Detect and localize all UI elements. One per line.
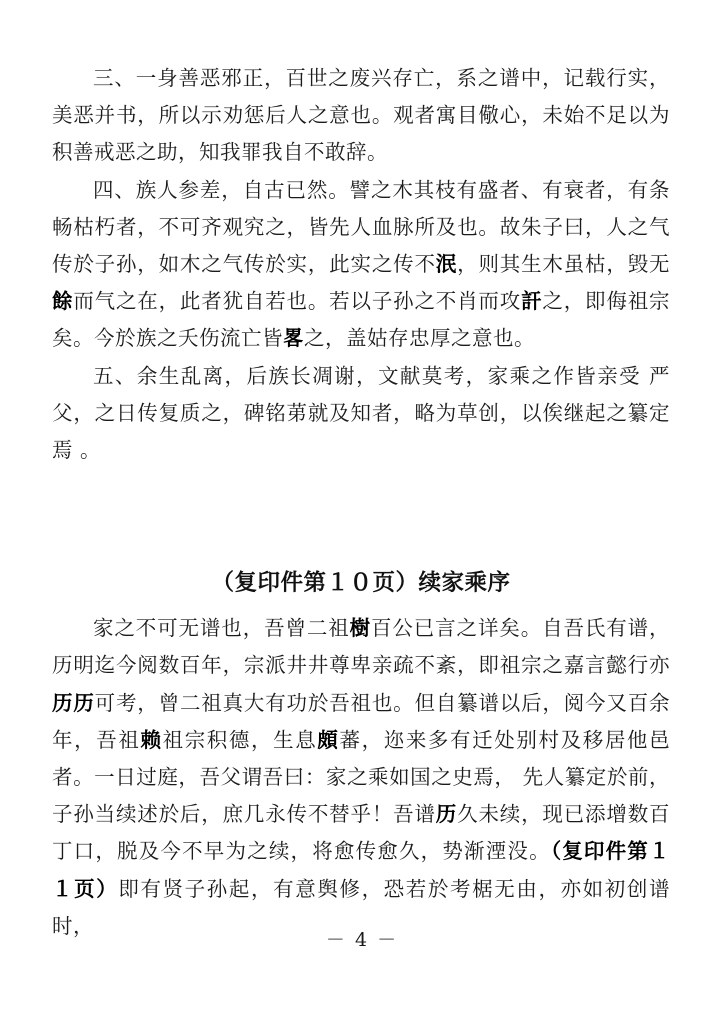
document-body — [52, 60, 670, 945]
text-run: 久未续，现已添增数百丁口，脱及今不早为之续，将愈传愈久，势渐湮没。 — [52, 802, 671, 864]
paragraph-three — [52, 60, 670, 172]
emphasized-text-run: （复印件第１１页） — [52, 839, 670, 901]
text-run: 三、一身善恶邪正，百世之废兴存亡，系之谱中，记载行实，美恶并书，所以示劝惩后人之意也。观者寓目儆心，未始不足以为积善戒恶之助，知我罪我自不敢辞。 — [52, 66, 670, 165]
emphasized-text-run: 历历 — [52, 690, 95, 715]
text-run: 之，即侮祖宗矣。今於族之夭伤流亡皆 — [52, 289, 671, 351]
text-run: 即有贤子孙起，有意舆修，恐若於考椐无由，亦如初创谱时， — [52, 876, 671, 938]
text-run: 可考，曾二祖真大有功於吾祖也。但自纂谱以后，阅今又百余年，吾祖 — [52, 690, 671, 752]
emphasized-text-run: 樹 — [349, 616, 372, 641]
page-number: － 4 － — [325, 929, 399, 951]
text-run: 蕃，迩来多有迁处别村及移居他邑者。一日过庭，吾父谓吾曰：家之乘如国之史焉， 先人纂定於前，子孙当续述於后，庶几永传不替乎！吾谱 — [52, 727, 671, 827]
text-run: 百公已言之详矣。自吾氏有谱，历明迄今阅数百年，宗派井井尊卑亲疏不紊，即祖宗之嘉言懿行亦 — [52, 616, 671, 678]
text-run: ，则其生木虽枯，毁无 — [457, 252, 671, 277]
text-run: 四、族人参差，自古已然。譬之木其枝有盛者、有衰者，有条畅枯朽者，不可齐观究之，皆先人血脉所及也。故朱子曰，人之气传於子孙，如木之气传於实，此实之传不 — [52, 177, 670, 277]
emphasized-text-run: 畧 — [283, 326, 304, 351]
emphasized-text-run: 頗 — [317, 727, 340, 752]
text-run: 而气之在，此者犹自若也。若以子孙之不肖而攻 — [73, 289, 522, 314]
text-run: 五、余生乱离，后族长凋谢，文献莫考，家乘之作皆亲受 严父，之日传复质之，碑铭苐就及知者，略为草创，以俟继起之纂定焉 。 — [52, 363, 670, 463]
paragraph-four — [52, 172, 670, 358]
emphasized-text-run: 历 — [435, 802, 458, 827]
emphasized-text-run: 泯 — [435, 252, 458, 277]
heading-spacer — [52, 602, 670, 610]
emphasized-text-run: 餘 — [52, 289, 74, 314]
text-run: 家之不可无谱也，吾曾二祖 — [93, 616, 350, 641]
page-footer — [0, 925, 724, 952]
emphasized-text-run: 訐 — [521, 289, 543, 314]
emphasized-text-run: 赖 — [140, 727, 163, 752]
paragraph-five — [52, 358, 670, 470]
text-run: 祖宗积德，生息 — [162, 727, 318, 752]
text-run: 之，盖姑存忠厚之意也。 — [304, 326, 535, 351]
section-heading: （复印件第１０页）续家乘序 — [211, 570, 511, 597]
paragraph-six — [52, 610, 670, 945]
section-spacer — [52, 469, 670, 565]
